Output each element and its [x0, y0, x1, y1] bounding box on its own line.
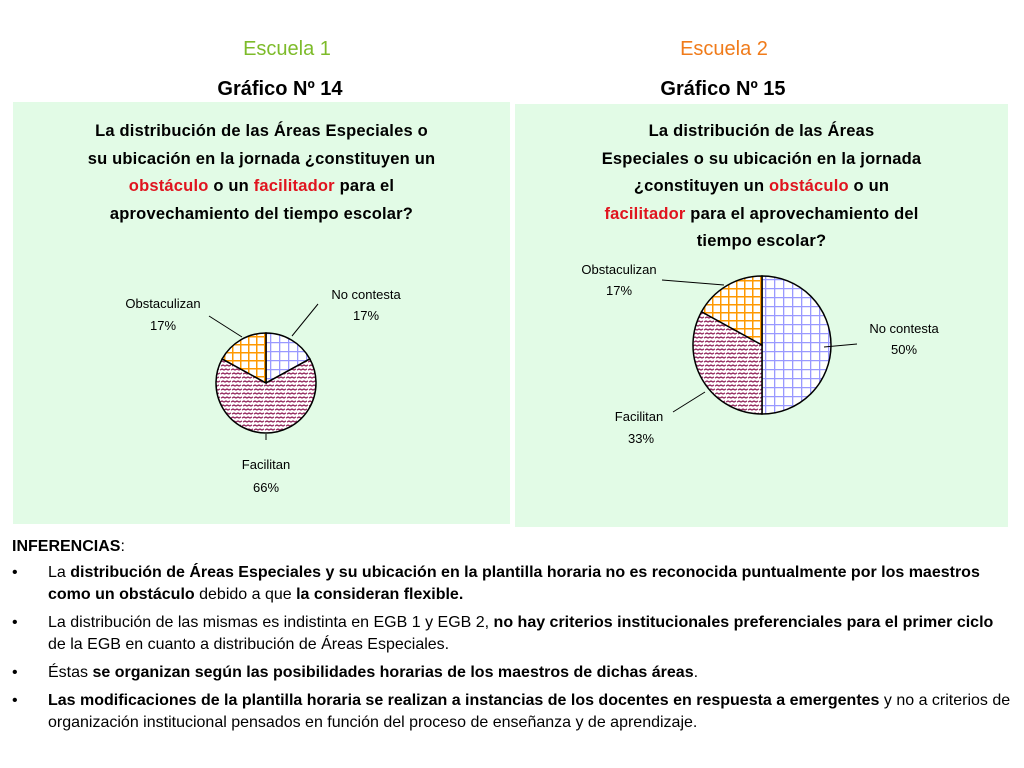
pie-1-no-contesta-label: No contesta	[331, 287, 401, 302]
chart-1-title: La distribución de las Áreas Especiales o su ubicación en la jornada ¿constituyen un obstáculo o un facilitador para el aprovechamiento del tiempo escolar?	[87, 122, 436, 223]
pie-2-no-contesta-value: 50%	[890, 342, 918, 357]
inference-item: • La distribución de Áreas Especiales y su ubicación en la plantilla horaria no es reconocida puntualmente por los maestros como un obstáculo debido a que la consideran flexible.	[12, 564, 980, 603]
pie-2-facilitan-label: Facilitan	[614, 409, 664, 424]
graph-15-title: Gráfico Nº 15	[660, 78, 786, 100]
inference-item: • Las modificaciones de la plantilla horaria se realizan a instancias de los docentes en respuesta a emergentes y no a criterios de organización institucional pensados en función del proceso de enseñanza y de aprendizaje.	[12, 692, 1011, 731]
pie-1-no-contesta-value: 17%	[352, 308, 380, 323]
pie-2-slice-no-contesta	[762, 276, 831, 414]
pie-2-facilitan-value: 33%	[627, 431, 655, 446]
pie-2-no-contesta-label: No contesta	[869, 321, 939, 336]
pie-1-obstaculizan-label: Obstaculizan	[125, 296, 201, 311]
inferences-list	[12, 562, 1012, 734]
pie-2-obstaculizan-value: 17%	[605, 283, 633, 298]
pie-chart-1	[216, 333, 316, 433]
school-1-label: Escuela 1	[243, 38, 331, 60]
chart-2-title: La distribución de las Áreas Especiales o su ubicación en la jornada ¿constituyen un obstáculo o un facilitador para el aprovechamiento del tiempo escolar?	[601, 122, 922, 250]
pie-2-obstaculizan-label: Obstaculizan	[581, 262, 657, 277]
school-2-label: Escuela 2	[680, 38, 768, 60]
pie-1-facilitan-label: Facilitan	[241, 457, 291, 472]
inferences-section: INFERENCIAS: • La distribución de Áreas Especiales y su ubicación en la plantilla horaria no es reconocida puntualmente por los maestros como un obstáculo debido a que la consideran flexible. • La distribución de las mismas es indistinta en EGB 1 y EGB 2, no hay criterios institucionales preferenciales para el primer ciclo de la EGB en cuanto a distribución de Áreas Especiales. • Éstas se organizan según las posibilidades horarias de los maestros de dichas áreas. • Las modificaciones de la plantilla horaria se realizan a instancias de los docentes en respuesta a emergentes y no a criterios de organización institucional pensados en función del proceso de enseñanza y de aprendizaje.	[12, 536, 1012, 740]
pie-1-obstaculizan-value: 17%	[149, 318, 177, 333]
graph-14-title: Gráfico Nº 14	[217, 78, 343, 100]
pie-1-facilitan-value: 66%	[252, 480, 280, 495]
pie-chart-2	[693, 276, 831, 414]
inference-item: • La distribución de las mismas es indistinta en EGB 1 y EGB 2, no hay criterios institucionales preferenciales para el primer ciclo de la EGB en cuanto a distribución de Áreas Especiales.	[12, 614, 994, 653]
inference-item: • Éstas se organizan según las posibilidades horarias de los maestros de dichas áreas.	[12, 664, 699, 681]
inferences-title: INFERENCIAS	[12, 538, 121, 555]
